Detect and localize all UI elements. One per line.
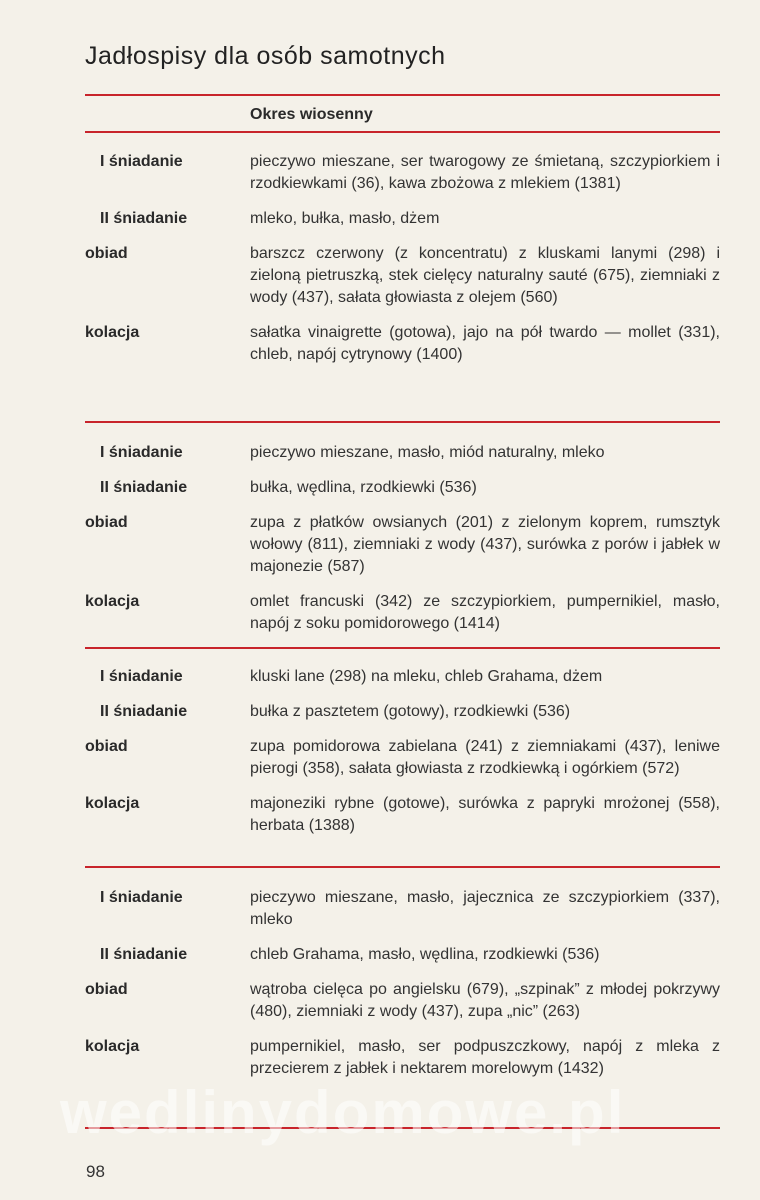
meal-text: pieczywo mieszane, ser twarogowy ze śmietaną, szczypiorkiem i rzodkiewkami (36), kawa zbożowa z mlekiem (1381) — [250, 153, 720, 192]
meal-text: barszcz czerwony (z koncentratu) z kluskami lanymi (298) i zieloną pietruszką, stek cielęcy naturalny sauté (675), ziemniaki z wody (437), sałata głowiasta z olejem (560) — [250, 245, 720, 306]
menu-block-3 — [85, 666, 725, 850]
watermark: wedlinydomowe.pl — [60, 1079, 626, 1146]
meal-row — [85, 591, 725, 635]
meal-row — [85, 701, 725, 723]
menu-block-2 — [85, 442, 725, 648]
meal-text: pieczywo mieszane, masło, jajecznica ze szczypiorkiem (337), mleko — [250, 889, 720, 928]
title-divider — [85, 94, 720, 96]
meal-text: omlet francuski (342) ze szczypiorkiem, pumpernikiel, masło, napój z soku pomidorowego (1414) — [250, 593, 720, 632]
menu-divider — [85, 421, 720, 423]
page-title: Jadłospisy dla osób samotnych — [85, 42, 446, 70]
meal-label: I śniadanie — [100, 889, 183, 906]
meal-row — [85, 442, 725, 464]
meal-label: kolacja — [85, 795, 140, 812]
season-heading: Okres wiosenny — [250, 106, 373, 123]
meal-text: pieczywo mieszane, masło, miód naturalny, mleko — [250, 444, 605, 461]
meal-label: obiad — [85, 245, 128, 262]
meal-text: bułka z pasztetem (gotowy), rzodkiewki (536) — [250, 703, 571, 720]
meal-text: bułka, wędlina, rzodkiewki (536) — [250, 479, 477, 496]
meal-row — [85, 243, 725, 309]
meal-row — [85, 1036, 725, 1080]
meal-text: sałatka vinaigrette (gotowa), jajo na pół twardo — mollet (331), chleb, napój cytrynowy (1400) — [250, 324, 720, 363]
meal-row — [85, 477, 725, 499]
page-number: 98 — [86, 1162, 105, 1181]
meal-label: obiad — [85, 981, 128, 998]
meal-label: I śniadanie — [100, 153, 183, 170]
meal-row — [85, 151, 725, 195]
meal-label: I śniadanie — [100, 444, 183, 461]
meal-text: kluski lane (298) na mleku, chleb Grahama, dżem — [250, 668, 603, 685]
meal-label: II śniadanie — [100, 703, 188, 720]
meal-label: kolacja — [85, 324, 140, 341]
meal-label: kolacja — [85, 593, 140, 610]
meal-row — [85, 944, 725, 966]
menu-divider — [85, 647, 720, 649]
menu-block-4 — [85, 887, 725, 1093]
meal-row — [85, 793, 725, 837]
meal-label: II śniadanie — [100, 479, 188, 496]
meal-row — [85, 666, 725, 688]
meal-row — [85, 512, 725, 578]
meal-label: I śniadanie — [100, 668, 183, 685]
meal-row — [85, 736, 725, 780]
meal-text: chleb Grahama, masło, wędlina, rzodkiewki (536) — [250, 946, 600, 963]
menu-divider — [85, 866, 720, 868]
meal-text: zupa pomidorowa zabielana (241) z ziemniakami (437), leniwe pierogi (358), sałata głowiasta z rzodkiewką i ogórkiem (572) — [250, 738, 720, 777]
meal-text: zupa z płatków owsianych (201) z zielonym koprem, rumsztyk wołowy (811), ziemniaki z wody (437), surówka z porów i jabłek w majonezie (587) — [250, 514, 720, 575]
menu-block-1 — [85, 151, 725, 379]
meal-row — [85, 322, 725, 366]
meal-row — [85, 887, 725, 931]
meal-label: obiad — [85, 738, 128, 755]
meal-label: II śniadanie — [100, 946, 188, 963]
meal-text: mleko, bułka, masło, dżem — [250, 210, 440, 227]
meal-text: wątroba cielęca po angielsku (679), „szpinak” z młodej pokrzywy (480), ziemniaki z wody (437), zupa „nic” (263) — [250, 981, 720, 1020]
season-divider — [85, 131, 720, 133]
meal-text: pumpernikiel, masło, ser podpuszczkowy, napój z mleka z przecierem z jabłek i nektarem morelowym (1432) — [250, 1038, 720, 1077]
meal-label: II śniadanie — [100, 210, 188, 227]
meal-label: kolacja — [85, 1038, 140, 1055]
meal-text: majoneziki rybne (gotowe), surówka z papryki mrożonej (558), herbata (1388) — [250, 795, 720, 834]
meal-label: obiad — [85, 514, 128, 531]
meal-row — [85, 208, 725, 230]
meal-row — [85, 979, 725, 1023]
